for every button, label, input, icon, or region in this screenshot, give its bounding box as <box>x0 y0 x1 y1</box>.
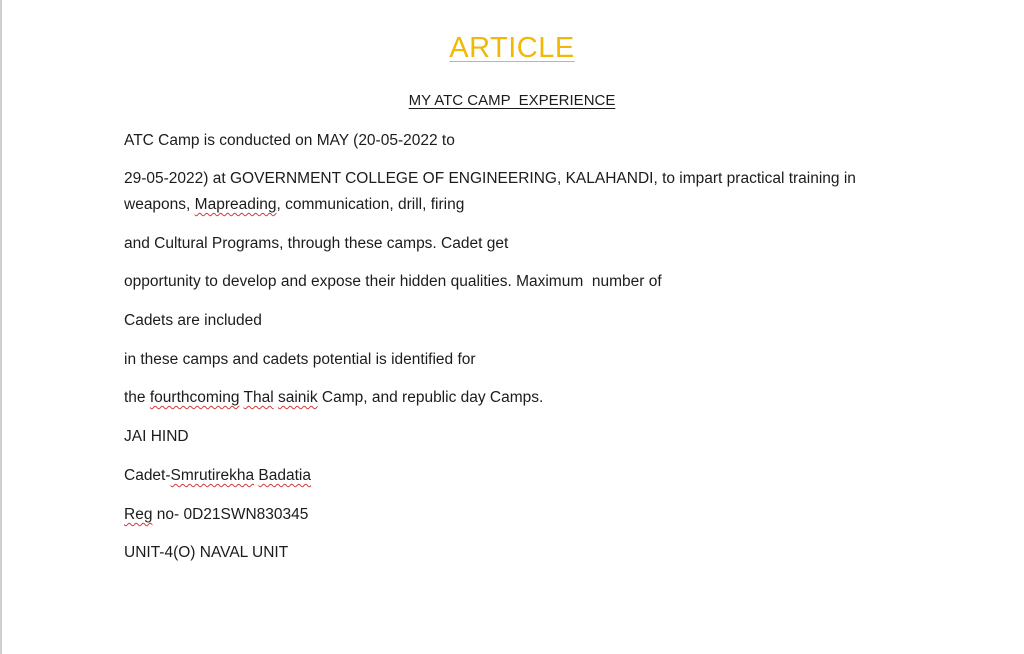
misspelled-word: sainik <box>277 389 318 406</box>
text-segment: weapons, <box>124 196 195 213</box>
text-line-6: Cadets are included <box>124 312 262 329</box>
misspelled-word: Smrutirekha <box>170 467 255 484</box>
text-segment: Cadet- <box>124 467 171 484</box>
text-segment: no- 0D21SWN830345 <box>152 506 309 523</box>
text-line-1: ATC Camp is conducted on MAY (20-05-2022 to <box>124 132 455 149</box>
text-line-4: and Cultural Programs, through these camps. Cadet get <box>124 235 509 252</box>
text-segment: the <box>124 389 150 406</box>
text-line-9: JAI HIND <box>124 428 189 445</box>
text-segment: , communication, drill, firing <box>276 196 465 213</box>
misspelled-word: Badatia <box>258 467 311 484</box>
text-line-8 <box>124 385 543 411</box>
text-line-2: 29-05-2022) at GOVERNMENT COLLEGE OF ENGINEERING, KALAHANDI, to impart practical training in <box>124 170 856 187</box>
text-line-11 <box>124 502 308 528</box>
misspelled-word: fourthcoming <box>149 389 240 406</box>
misspelled-word: Reg <box>124 506 153 523</box>
text-line-12: UNIT-4(O) NAVAL UNIT <box>124 544 289 561</box>
misspelled-word: Mapreading <box>194 196 277 213</box>
article-subtitle: MY ATC CAMP EXPERIENCE <box>408 92 616 109</box>
misspelled-word: Thal <box>243 389 274 406</box>
text-line-10 <box>124 463 311 489</box>
article-title: ARTICLE <box>449 32 575 64</box>
text-line-5: opportunity to develop and expose their hidden qualities. Maximum number of <box>124 273 662 290</box>
text-line-3 <box>124 192 464 218</box>
text-segment: Camp, and republic day Camps. <box>317 389 544 406</box>
text-line-7: in these camps and cadets potential is identified for <box>124 351 476 368</box>
